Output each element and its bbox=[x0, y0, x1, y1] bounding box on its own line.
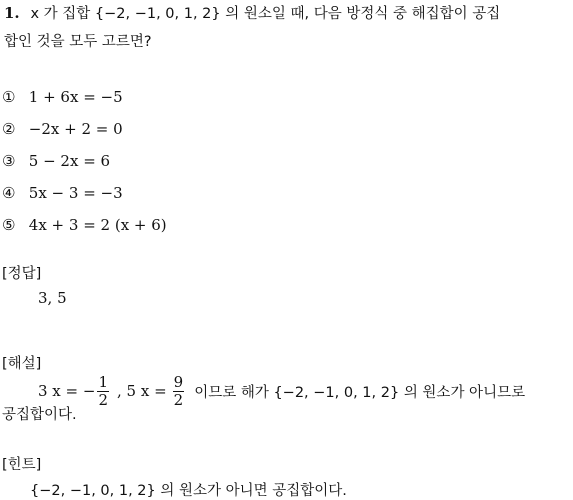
choice-5-marker: ⑤ bbox=[2, 216, 16, 234]
explanation-part3: 이므로 해가 {−2, −1, 0, 1, 2} 의 원소가 아니므로 bbox=[194, 384, 526, 401]
choice-3 bbox=[2, 152, 110, 170]
choice-5 bbox=[2, 216, 167, 234]
choice-2-equation: −2x + 2 = 0 bbox=[28, 120, 123, 138]
hint-text: {−2, −1, 0, 1, 2} 의 원소가 아니면 공집합이다. bbox=[30, 483, 347, 499]
explanation-part1: 3 x = − bbox=[38, 382, 96, 400]
problem-number: 1. bbox=[4, 4, 20, 22]
fraction-one-half-denominator: 2 bbox=[98, 390, 108, 409]
explanation-line1 bbox=[38, 371, 525, 411]
problem-text-line2: 합인 것을 모두 고르면? bbox=[4, 34, 152, 50]
choice-3-marker: ③ bbox=[2, 152, 16, 170]
explanation-label: [해설] bbox=[2, 356, 42, 372]
problem-text-line1: x 가 집합 {−2, −1, 0, 1, 2} 의 원소일 때, 다음 방정식 중 해집합이 공집 bbox=[30, 6, 501, 22]
fraction-nine-halves-numerator: 9 bbox=[173, 372, 184, 391]
choice-2-marker: ② bbox=[2, 120, 16, 138]
problem-statement-line1 bbox=[4, 2, 500, 23]
choice-1-marker: ① bbox=[2, 88, 16, 106]
choice-4 bbox=[2, 184, 123, 202]
hint-label: [힌트] bbox=[2, 457, 42, 473]
choice-1-equation: 1 + 6x = −5 bbox=[28, 88, 123, 106]
choice-1 bbox=[2, 88, 123, 106]
explanation-line2: 공집합이다. bbox=[2, 407, 77, 423]
choice-4-marker: ④ bbox=[2, 184, 16, 202]
answer-value: 3, 5 bbox=[38, 289, 67, 307]
explanation-part2: , 5 x = bbox=[117, 382, 167, 400]
fraction-nine-halves bbox=[173, 374, 185, 409]
answer-label: [정답] bbox=[2, 266, 42, 282]
fraction-nine-halves-denominator: 2 bbox=[173, 390, 184, 409]
fraction-one-half bbox=[97, 374, 109, 409]
choice-4-equation: 5x − 3 = −3 bbox=[28, 184, 123, 202]
choice-5-equation: 4x + 3 = 2 (x + 6) bbox=[28, 216, 167, 234]
choice-3-equation: 5 − 2x = 6 bbox=[28, 152, 111, 170]
fraction-one-half-numerator: 1 bbox=[98, 372, 108, 391]
choice-2 bbox=[2, 120, 123, 138]
